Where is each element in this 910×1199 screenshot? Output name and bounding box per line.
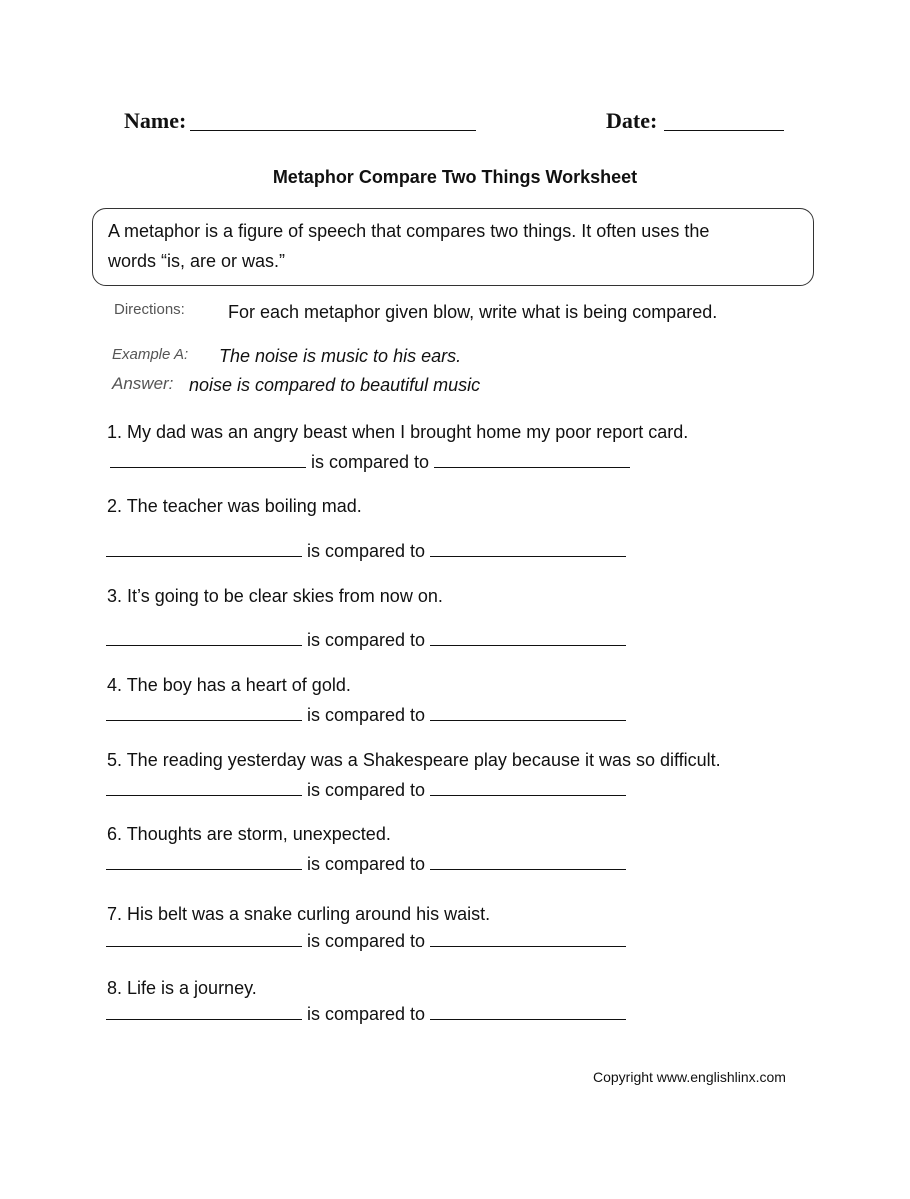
date-label: Date: xyxy=(606,108,658,133)
example-answer: noise is compared to beautiful music xyxy=(189,375,481,395)
answer-blank-right[interactable] xyxy=(430,1004,626,1020)
example-label: Example A: xyxy=(112,346,189,363)
answer-blank-left[interactable] xyxy=(106,541,302,557)
question-6: 6. Thoughts are storm, unexpected. xyxy=(107,824,391,844)
answer-row-3 xyxy=(106,630,626,651)
name-label: Name: xyxy=(124,108,187,133)
answer-blank-left[interactable] xyxy=(106,780,302,796)
question-2: 2. The teacher was boiling mad. xyxy=(107,496,362,516)
page-title: Metaphor Compare Two Things Worksheet xyxy=(272,167,638,187)
definition-line-1: A metaphor is a figure of speech that compares two things. It often uses the xyxy=(108,221,710,241)
directions-text: For each metaphor given blow, write what is being compared. xyxy=(228,302,718,322)
compare-text: is compared to xyxy=(307,780,426,800)
answer-blank-left[interactable] xyxy=(106,705,302,721)
answer-blank-right[interactable] xyxy=(430,630,626,646)
question-3: 3. It’s going to be clear skies from now on. xyxy=(107,586,443,606)
answer-row-2 xyxy=(106,541,626,562)
definition-line-2: words “is, are or was.” xyxy=(108,251,286,271)
answer-label: Answer: xyxy=(112,374,174,393)
question-1: 1. My dad was an angry beast when I brought home my poor report card. xyxy=(107,422,689,442)
question-5: 5. The reading yesterday was a Shakespeare play because it was so difficult. xyxy=(107,750,721,770)
answer-blank-right[interactable] xyxy=(430,931,626,947)
question-7: 7. His belt was a snake curling around his waist. xyxy=(107,904,491,924)
answer-row-7 xyxy=(106,931,626,952)
question-8: 8. Life is a journey. xyxy=(107,978,257,998)
copyright-text: Copyright www.englishlinx.com xyxy=(593,1069,786,1085)
answer-row-6 xyxy=(106,854,626,875)
compare-text: is compared to xyxy=(307,854,426,874)
answer-blank-right[interactable] xyxy=(434,452,630,468)
answer-blank-right[interactable] xyxy=(430,854,626,870)
compare-text: is compared to xyxy=(307,705,426,725)
name-blank[interactable] xyxy=(190,130,476,131)
answer-blank-left[interactable] xyxy=(106,931,302,947)
answer-row-5 xyxy=(106,780,626,801)
compare-text: is compared to xyxy=(307,931,426,951)
compare-text: is compared to xyxy=(307,541,426,561)
compare-text: is compared to xyxy=(311,452,430,472)
answer-row-8 xyxy=(106,1004,626,1025)
date-blank[interactable] xyxy=(664,130,784,131)
compare-text: is compared to xyxy=(307,630,426,650)
directions-label: Directions: xyxy=(114,301,185,318)
answer-blank-left[interactable] xyxy=(110,452,306,468)
answer-blank-left[interactable] xyxy=(106,630,302,646)
answer-blank-right[interactable] xyxy=(430,705,626,721)
example-sentence: The noise is music to his ears. xyxy=(219,346,462,366)
answer-blank-right[interactable] xyxy=(430,541,626,557)
answer-blank-left[interactable] xyxy=(106,1004,302,1020)
answer-row-1 xyxy=(110,452,630,473)
answer-blank-left[interactable] xyxy=(106,854,302,870)
answer-blank-right[interactable] xyxy=(430,780,626,796)
answer-row-4 xyxy=(106,705,626,726)
question-4: 4. The boy has a heart of gold. xyxy=(107,675,351,695)
compare-text: is compared to xyxy=(307,1004,426,1024)
